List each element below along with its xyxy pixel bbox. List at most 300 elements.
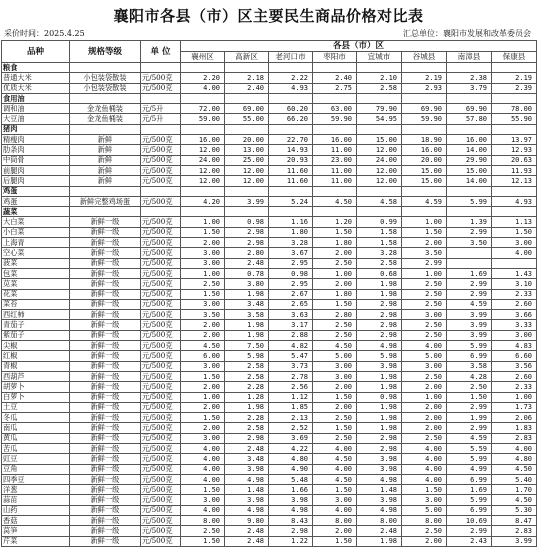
item-spec: 新鲜 <box>70 176 141 186</box>
table-row <box>2 392 537 402</box>
table-row <box>2 155 537 165</box>
price-cell: 1.69 <box>447 485 492 495</box>
price-cell: 4.00 <box>181 443 225 453</box>
item-name: 芹菜 <box>2 536 70 546</box>
price-cell: 0.68 <box>357 268 402 278</box>
item-unit: 元/5升 <box>141 114 181 124</box>
price-cell: 4.50 <box>313 454 357 464</box>
price-cell: 4.00 <box>313 464 357 474</box>
empty-cell <box>141 93 181 103</box>
price-cell <box>447 258 492 268</box>
item-unit: 元/500克 <box>141 268 181 278</box>
price-cell: 11.00 <box>313 176 357 186</box>
item-name: 大豆油 <box>2 114 70 124</box>
table-row <box>2 279 537 289</box>
price-cell: 15.00 <box>357 135 402 145</box>
price-cell: 1.50 <box>313 392 357 402</box>
price-cell: 1.00 <box>181 392 225 402</box>
item-name: 优质大米 <box>2 83 70 93</box>
price-cell: 4.59 <box>447 299 492 309</box>
price-cell: 5.00 <box>402 351 447 361</box>
empty-cell <box>70 186 141 196</box>
price-cell: 3.00 <box>492 238 537 248</box>
price-cell: 1.50 <box>313 299 357 309</box>
item-unit: 元/500克 <box>141 217 181 227</box>
price-cell: 1.39 <box>447 217 492 227</box>
price-cell: 4.99 <box>447 464 492 474</box>
price-cell: 18.90 <box>402 135 447 145</box>
price-cell: 5.99 <box>447 341 492 351</box>
price-cell: 2.98 <box>357 310 402 320</box>
price-cell: 2.98 <box>269 526 313 536</box>
price-cell: 1.12 <box>269 392 313 402</box>
price-cell: 2.50 <box>313 320 357 330</box>
price-cell: 4.20 <box>181 196 225 206</box>
table-row <box>2 371 537 381</box>
price-cell: 3.00 <box>492 330 537 340</box>
item-unit: 元/500克 <box>141 165 181 175</box>
item-spec: 新鲜一级 <box>70 268 141 278</box>
price-cell: 3.98 <box>357 464 402 474</box>
price-cell: 4.50 <box>492 495 537 505</box>
table-row <box>2 176 537 186</box>
item-name: 中筒骨 <box>2 155 70 165</box>
table-row <box>2 413 537 423</box>
price-cell: 69.00 <box>225 104 269 114</box>
price-cell: 4.00 <box>492 443 537 453</box>
empty-cell <box>181 207 225 217</box>
table-row <box>2 73 537 83</box>
item-spec: 新鲜一级 <box>70 217 141 227</box>
item-unit: 元/500克 <box>141 526 181 536</box>
price-cell: 2.33 <box>492 289 537 299</box>
price-table <box>1 40 537 547</box>
item-spec: 新鲜一级 <box>70 341 141 351</box>
price-cell: 1.80 <box>269 227 313 237</box>
price-cell: 3.48 <box>225 299 269 309</box>
item-name: 紫茄子 <box>2 330 70 340</box>
empty-cell <box>225 63 269 73</box>
price-cell: 55.00 <box>225 114 269 124</box>
item-spec: 新鲜一级 <box>70 392 141 402</box>
empty-cell <box>357 124 402 134</box>
item-unit: 元/500克 <box>141 433 181 443</box>
price-cell: 2.38 <box>447 73 492 83</box>
empty-cell <box>181 186 225 196</box>
table-row <box>2 104 537 114</box>
price-cell: 5.99 <box>447 495 492 505</box>
price-cell: 2.13 <box>269 413 313 423</box>
price-cell: 79.90 <box>357 104 402 114</box>
item-unit: 元/500克 <box>141 402 181 412</box>
price-cell: 2.00 <box>402 382 447 392</box>
price-cell: 3.50 <box>181 310 225 320</box>
price-cell: 4.80 <box>492 454 537 464</box>
price-cell: 13.97 <box>492 135 537 145</box>
category-row <box>2 124 537 134</box>
price-cell: 16.00 <box>313 135 357 145</box>
price-cell: 69.90 <box>447 104 492 114</box>
price-cell: 4.50 <box>492 464 537 474</box>
item-spec: 新鲜 <box>70 135 141 145</box>
price-cell: 60.20 <box>269 104 313 114</box>
empty-cell <box>447 186 492 196</box>
category-label: 猪肉 <box>2 124 70 134</box>
category-label: 鸡蛋 <box>2 186 70 196</box>
item-unit: 元/500克 <box>141 361 181 371</box>
price-cell: 8.00 <box>181 516 225 526</box>
price-cell: 20.63 <box>492 155 537 165</box>
empty-cell <box>313 93 357 103</box>
price-cell: 2.56 <box>269 382 313 392</box>
price-cell: 2.75 <box>313 83 357 93</box>
price-cell: 1.50 <box>181 413 225 423</box>
price-cell: 3.00 <box>181 258 225 268</box>
item-name: 西葫芦 <box>2 371 70 381</box>
price-cell: 1.50 <box>447 392 492 402</box>
price-cell: 2.10 <box>357 73 402 83</box>
item-spec: 新鲜一级 <box>70 382 141 392</box>
price-cell: 1.98 <box>357 382 402 392</box>
item-unit: 元/500克 <box>141 495 181 505</box>
category-label: 食用油 <box>2 93 70 103</box>
price-cell: 2.00 <box>181 382 225 392</box>
empty-cell <box>313 63 357 73</box>
item-name: 土豆 <box>2 402 70 412</box>
header-district: 宜城市 <box>357 52 402 63</box>
price-cell: 59.90 <box>313 114 357 124</box>
price-cell: 4.22 <box>269 443 313 453</box>
item-unit: 元/500克 <box>141 382 181 392</box>
price-cell: 8.00 <box>357 516 402 526</box>
price-cell: 5.98 <box>225 351 269 361</box>
price-cell: 2.48 <box>357 526 402 536</box>
price-cell: 15.00 <box>402 176 447 186</box>
price-cell: 16.00 <box>447 135 492 145</box>
item-name: 调和油 <box>2 104 70 114</box>
price-cell: 1.22 <box>269 536 313 546</box>
item-spec: 新鲜一级 <box>70 495 141 505</box>
price-cell: 0.98 <box>225 217 269 227</box>
price-cell: 2.80 <box>225 248 269 258</box>
item-unit: 元/500克 <box>141 454 181 464</box>
item-spec: 新鲜一级 <box>70 423 141 433</box>
price-cell: 3.50 <box>402 248 447 258</box>
price-cell: 2.00 <box>402 423 447 433</box>
price-cell: 5.99 <box>447 454 492 464</box>
empty-cell <box>141 186 181 196</box>
item-name: 前腿肉 <box>2 165 70 175</box>
price-cell: 1.58 <box>357 227 402 237</box>
price-cell: 12.00 <box>225 165 269 175</box>
price-cell: 4.98 <box>269 505 313 515</box>
price-cell: 13.00 <box>225 145 269 155</box>
item-spec: 新鲜一级 <box>70 258 141 268</box>
price-cell: 2.00 <box>313 279 357 289</box>
price-cell: 3.00 <box>181 248 225 258</box>
price-cell: 2.58 <box>357 258 402 268</box>
price-cell: 2.28 <box>225 413 269 423</box>
item-unit: 元/500克 <box>141 330 181 340</box>
price-cell: 2.50 <box>402 330 447 340</box>
price-cell: 6.99 <box>447 351 492 361</box>
empty-cell <box>70 63 141 73</box>
item-name: 鸡蛋 <box>2 196 70 206</box>
price-cell: 3.79 <box>447 83 492 93</box>
price-cell: 4.59 <box>402 196 447 206</box>
header-district: 老河口市 <box>269 52 313 63</box>
item-name: 山药 <box>2 505 70 515</box>
item-spec: 金龙鱼桶装 <box>70 114 141 124</box>
table-row <box>2 433 537 443</box>
item-unit: 元/500克 <box>141 516 181 526</box>
price-cell: 3.00 <box>181 299 225 309</box>
price-cell: 1.50 <box>313 485 357 495</box>
item-spec: 新鲜完整鸡场蛋 <box>70 196 141 206</box>
report-source: 汇总单位：襄阳市发展和改革委员会 <box>403 29 531 38</box>
empty-cell <box>225 124 269 134</box>
item-name: 苋菜 <box>2 279 70 289</box>
price-cell: 4.00 <box>402 474 447 484</box>
price-cell: 2.00 <box>313 402 357 412</box>
item-name: 后腿肉 <box>2 176 70 186</box>
empty-cell <box>269 63 313 73</box>
price-cell: 1.50 <box>181 371 225 381</box>
price-cell: 3.67 <box>269 248 313 258</box>
price-cell: 1.50 <box>313 536 357 546</box>
price-cell: 2.95 <box>269 279 313 289</box>
price-cell: 15.00 <box>447 165 492 175</box>
price-cell: 3.63 <box>269 310 313 320</box>
price-cell: 20.93 <box>269 155 313 165</box>
price-cell: 14.93 <box>269 145 313 155</box>
empty-cell <box>492 93 537 103</box>
price-cell: 12.00 <box>357 165 402 175</box>
header-district: 襄州区 <box>181 52 225 63</box>
price-cell: 3.98 <box>269 495 313 505</box>
price-cell: 3.10 <box>492 279 537 289</box>
price-cell: 1.98 <box>225 402 269 412</box>
price-cell: 1.50 <box>181 289 225 299</box>
item-name: 精瘦肉 <box>2 135 70 145</box>
price-cell: 2.50 <box>313 330 357 340</box>
header-district: 高新区 <box>225 52 269 63</box>
price-cell: 4.98 <box>357 474 402 484</box>
price-cell: 3.98 <box>225 464 269 474</box>
price-cell: 1.13 <box>492 217 537 227</box>
table-row <box>2 145 537 155</box>
price-cell: 0.99 <box>357 217 402 227</box>
empty-cell <box>269 124 313 134</box>
item-spec: 新鲜一级 <box>70 536 141 546</box>
price-cell: 3.50 <box>447 238 492 248</box>
category-row <box>2 186 537 196</box>
price-cell: 3.00 <box>313 371 357 381</box>
item-unit: 元/500克 <box>141 320 181 330</box>
item-unit: 元/500克 <box>141 464 181 474</box>
price-cell: 2.19 <box>492 73 537 83</box>
price-cell: 3.99 <box>447 330 492 340</box>
price-cell: 3.99 <box>492 536 537 546</box>
empty-cell <box>181 63 225 73</box>
price-cell: 2.67 <box>269 289 313 299</box>
price-cell <box>492 258 537 268</box>
empty-cell <box>357 207 402 217</box>
table-row <box>2 454 537 464</box>
price-cell: 1.43 <box>492 268 537 278</box>
item-spec: 新鲜一级 <box>70 279 141 289</box>
price-cell: 1.99 <box>447 413 492 423</box>
price-cell: 12.00 <box>357 176 402 186</box>
price-cell: 23.00 <box>313 155 357 165</box>
price-cell: 4.83 <box>492 341 537 351</box>
price-cell: 4.00 <box>181 505 225 515</box>
header-unit: 单 位 <box>141 41 181 63</box>
price-cell: 4.00 <box>181 464 225 474</box>
price-cell: 1.50 <box>402 485 447 495</box>
price-cell: 2.99 <box>447 279 492 289</box>
item-name: 莴笋 <box>2 526 70 536</box>
price-cell: 2.98 <box>225 433 269 443</box>
table-row <box>2 330 537 340</box>
item-unit: 元/500克 <box>141 176 181 186</box>
price-cell: 11.93 <box>492 165 537 175</box>
price-cell: 12.00 <box>357 145 402 155</box>
price-cell: 2.33 <box>492 382 537 392</box>
table-row <box>2 402 537 412</box>
category-label: 蔬菜 <box>2 207 70 217</box>
item-name: 西红柿 <box>2 310 70 320</box>
price-cell: 1.70 <box>492 485 537 495</box>
price-cell: 4.58 <box>357 196 402 206</box>
table-row <box>2 135 537 145</box>
price-cell: 2.00 <box>181 238 225 248</box>
price-cell: 2.99 <box>447 289 492 299</box>
price-cell: 1.00 <box>402 268 447 278</box>
empty-cell <box>141 207 181 217</box>
price-cell: 1.20 <box>313 217 357 227</box>
price-cell: 1.00 <box>181 268 225 278</box>
table-row <box>2 227 537 237</box>
item-spec: 新鲜一级 <box>70 413 141 423</box>
item-name: 花菜 <box>2 289 70 299</box>
item-name: 普通大米 <box>2 73 70 83</box>
price-cell: 2.52 <box>269 423 313 433</box>
price-cell: 2.50 <box>402 320 447 330</box>
price-cell: 9.80 <box>225 516 269 526</box>
price-cell: 3.98 <box>357 495 402 505</box>
table-row <box>2 464 537 474</box>
item-name: 胡萝卜 <box>2 382 70 392</box>
price-cell: 2.50 <box>402 289 447 299</box>
price-cell: 1.80 <box>313 289 357 299</box>
empty-cell <box>402 93 447 103</box>
price-cell: 3.69 <box>269 433 313 443</box>
empty-cell <box>225 186 269 196</box>
empty-cell <box>225 207 269 217</box>
empty-cell <box>492 207 537 217</box>
table-row <box>2 299 537 309</box>
item-spec: 新鲜一级 <box>70 227 141 237</box>
price-cell: 3.00 <box>181 433 225 443</box>
item-name: 豇豆 <box>2 454 70 464</box>
price-cell: 16.00 <box>402 145 447 155</box>
price-cell: 2.98 <box>357 299 402 309</box>
price-cell: 14.00 <box>447 176 492 186</box>
price-cell: 2.50 <box>181 279 225 289</box>
item-spec: 新鲜一级 <box>70 248 141 258</box>
price-cell: 15.00 <box>402 165 447 175</box>
price-cell: 1.98 <box>225 289 269 299</box>
price-cell: 1.85 <box>269 402 313 412</box>
price-cell: 2.99 <box>447 423 492 433</box>
item-unit: 元/500克 <box>141 289 181 299</box>
price-cell: 1.50 <box>313 227 357 237</box>
price-cell: 12.13 <box>492 176 537 186</box>
price-cell: 3.98 <box>225 495 269 505</box>
item-name: 青椒 <box>2 361 70 371</box>
empty-cell <box>447 93 492 103</box>
header-district: 保康县 <box>492 52 537 63</box>
price-cell: 1.98 <box>357 279 402 289</box>
table-row <box>2 217 537 227</box>
item-name: 青茄子 <box>2 320 70 330</box>
category-row <box>2 207 537 217</box>
price-cell: 3.98 <box>357 454 402 464</box>
price-cell: 1.50 <box>181 227 225 237</box>
item-spec: 新鲜一级 <box>70 505 141 515</box>
item-spec: 新鲜一级 <box>70 402 141 412</box>
price-cell: 6.00 <box>181 351 225 361</box>
price-cell: 3.99 <box>225 196 269 206</box>
price-cell: 3.58 <box>225 310 269 320</box>
item-spec: 新鲜 <box>70 155 141 165</box>
table-row <box>2 268 537 278</box>
price-cell: 3.80 <box>225 279 269 289</box>
price-cell: 4.93 <box>269 83 313 93</box>
item-unit: 元/500克 <box>141 258 181 268</box>
item-spec: 新鲜一级 <box>70 361 141 371</box>
price-cell: 2.98 <box>357 443 402 453</box>
price-cell: 1.98 <box>357 413 402 423</box>
price-cell: 3.99 <box>447 310 492 320</box>
price-cell: 12.00 <box>181 176 225 186</box>
empty-cell <box>269 207 313 217</box>
price-cell: 63.00 <box>313 104 357 114</box>
price-cell: 3.00 <box>313 361 357 371</box>
price-cell: 4.00 <box>181 454 225 464</box>
item-spec: 新鲜一级 <box>70 289 141 299</box>
price-cell: 2.22 <box>269 73 313 83</box>
item-spec: 新鲜一级 <box>70 454 141 464</box>
price-cell: 1.98 <box>357 423 402 433</box>
price-cell: 59.00 <box>181 114 225 124</box>
category-label: 粮食 <box>2 63 70 73</box>
price-cell: 3.28 <box>269 238 313 248</box>
price-cell: 1.00 <box>181 217 225 227</box>
price-cell: 1.98 <box>357 289 402 299</box>
price-cell: 12.00 <box>181 145 225 155</box>
price-cell: 3.98 <box>357 361 402 371</box>
price-cell: 2.00 <box>402 413 447 423</box>
item-spec: 新鲜一级 <box>70 516 141 526</box>
price-cell: 11.60 <box>269 176 313 186</box>
price-cell: 2.50 <box>313 413 357 423</box>
price-cell: 5.48 <box>269 474 313 484</box>
price-cell: 20.00 <box>402 155 447 165</box>
price-cell: 4.50 <box>313 196 357 206</box>
empty-cell <box>181 93 225 103</box>
